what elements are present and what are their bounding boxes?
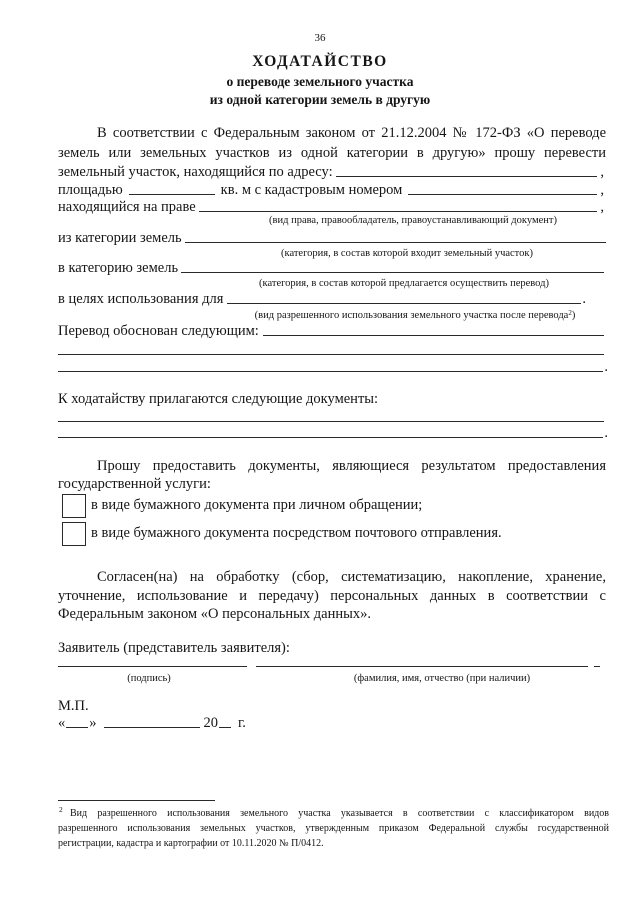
purpose-caption: [215, 309, 615, 323]
attachments-field-line-2[interactable]: [58, 424, 603, 438]
to-category-row: [58, 259, 604, 277]
date-year-field[interactable]: [219, 714, 231, 728]
justification-field-line-2[interactable]: [58, 341, 604, 355]
request-line-2: земель или земельных участков из одной категории в другую» прошу перевести: [58, 145, 606, 161]
from-category-label: из категории земель: [58, 230, 182, 246]
delivery-option-personal-label: в виде бумажного документа при личном обращении;: [91, 497, 423, 513]
footnote-line-2: разрешенного использования земельных участков, утвержденным приказом Федеральной службы государственной: [58, 823, 609, 834]
justification-period: .: [604, 359, 608, 375]
right-field[interactable]: [199, 198, 598, 212]
footnote-separator: [58, 800, 215, 801]
applicant-label: Заявитель (представитель заявителя):: [58, 640, 290, 656]
consent-line-2: уточнение, использование и передачу) персональных данных в соответствии с: [58, 588, 606, 604]
address-comma: ,: [600, 164, 604, 180]
right-caption: (вид права, правообладатель, правоустанавливающий документ): [269, 215, 557, 226]
footnote-line-3: регистрации, кадастра и картографии от 10.11.2020 № П/0412.: [58, 838, 324, 849]
from-category-caption: (категория, в состав которой входит земельный участок): [281, 248, 533, 259]
right-row-comma: ,: [600, 199, 604, 215]
full-name-field[interactable]: [256, 666, 588, 667]
to-category-field[interactable]: [181, 259, 604, 273]
from-category-row: [58, 229, 606, 247]
area-label: площадью: [58, 182, 123, 198]
consent-line-3: Федеральным законом «О персональных данных».: [58, 606, 371, 622]
delivery-option-mail-label: в виде бумажного документа посредством почтового отправления.: [91, 525, 502, 541]
purpose-row: [58, 290, 586, 308]
attachments-line-2: [58, 424, 608, 442]
delivery-option-personal-checkbox[interactable]: [62, 494, 86, 518]
area-row: [58, 181, 604, 199]
page-number: 36: [314, 32, 326, 44]
date-year-suffix: г.: [238, 715, 246, 731]
from-category-field[interactable]: [185, 229, 606, 243]
cadastral-number-label: кв. м с кадастровым номером: [220, 182, 403, 198]
attachments-label: К ходатайству прилагаются следующие документы:: [58, 391, 379, 407]
cadastral-number-field[interactable]: [408, 181, 597, 195]
justification-field-line-3[interactable]: [58, 358, 603, 372]
to-category-label: в категорию земель: [58, 260, 179, 276]
full-name-caption: (фамилия, имя, отчество (при наличии): [353, 673, 531, 684]
signature-field[interactable]: [58, 666, 247, 667]
address-row: [58, 163, 604, 181]
purpose-row-period: .: [582, 291, 586, 307]
justification-line-2: [58, 341, 604, 359]
date-day-field[interactable]: [66, 714, 88, 728]
attachments-field-line-1[interactable]: [58, 408, 604, 422]
footnote-marker: 2: [59, 805, 63, 814]
footnote-reference: 2: [568, 309, 572, 317]
justification-label: Перевод обоснован следующим:: [58, 323, 259, 339]
address-label: земельный участок, находящийся по адресу:: [58, 164, 333, 180]
footnote-line-1: Вид разрешенного использования земельного участка указывается в соответствии с классификатором видов: [70, 808, 609, 819]
area-row-comma: ,: [600, 182, 604, 198]
date-close-quote: »: [89, 715, 97, 731]
justification-field[interactable]: [263, 322, 604, 336]
consent-line-1: Согласен(на) на обработку (сбор, систематизацию, накопление, хранение,: [97, 569, 606, 585]
purpose-label: в целях использования для: [58, 291, 224, 307]
attachments-period: .: [604, 425, 608, 441]
full-name-field-tail: [594, 666, 600, 667]
document-subtitle-line-2: из одной категории земель в другую: [209, 92, 431, 107]
justification-line-3: [58, 358, 608, 376]
justification-row: [58, 322, 604, 340]
to-category-caption: (категория, в состав которой предлагается осуществить перевод): [259, 278, 549, 289]
delivery-option-mail-checkbox[interactable]: [62, 522, 86, 546]
stamp-place-label: М.П.: [58, 698, 89, 714]
purpose-caption-close: ): [571, 310, 576, 321]
address-field[interactable]: [336, 163, 598, 177]
signature-caption: (подпись): [127, 673, 171, 684]
purpose-field[interactable]: [227, 290, 581, 304]
request-line-1: В соответствии с Федеральным законом от 21.12.2004 № 172-ФЗ «О переводе: [97, 125, 606, 141]
area-field[interactable]: [129, 181, 215, 195]
date-row: [58, 714, 246, 732]
date-open-quote: «: [58, 715, 66, 731]
date-month-field[interactable]: [104, 714, 200, 728]
document-subtitle-line-1: о переводе земельного участка: [226, 74, 414, 89]
purpose-caption-text: (вид разрешенного использования земельного участка после перевода: [254, 310, 569, 321]
date-year-prefix: 20: [203, 715, 218, 731]
delivery-line-1: Прошу предоставить документы, являющиеся результатом предоставления: [97, 458, 606, 474]
right-label: находящийся на праве: [58, 199, 196, 215]
delivery-line-2: государственной услуги:: [58, 476, 211, 492]
document-title: ХОДАТАЙСТВО: [252, 53, 388, 70]
